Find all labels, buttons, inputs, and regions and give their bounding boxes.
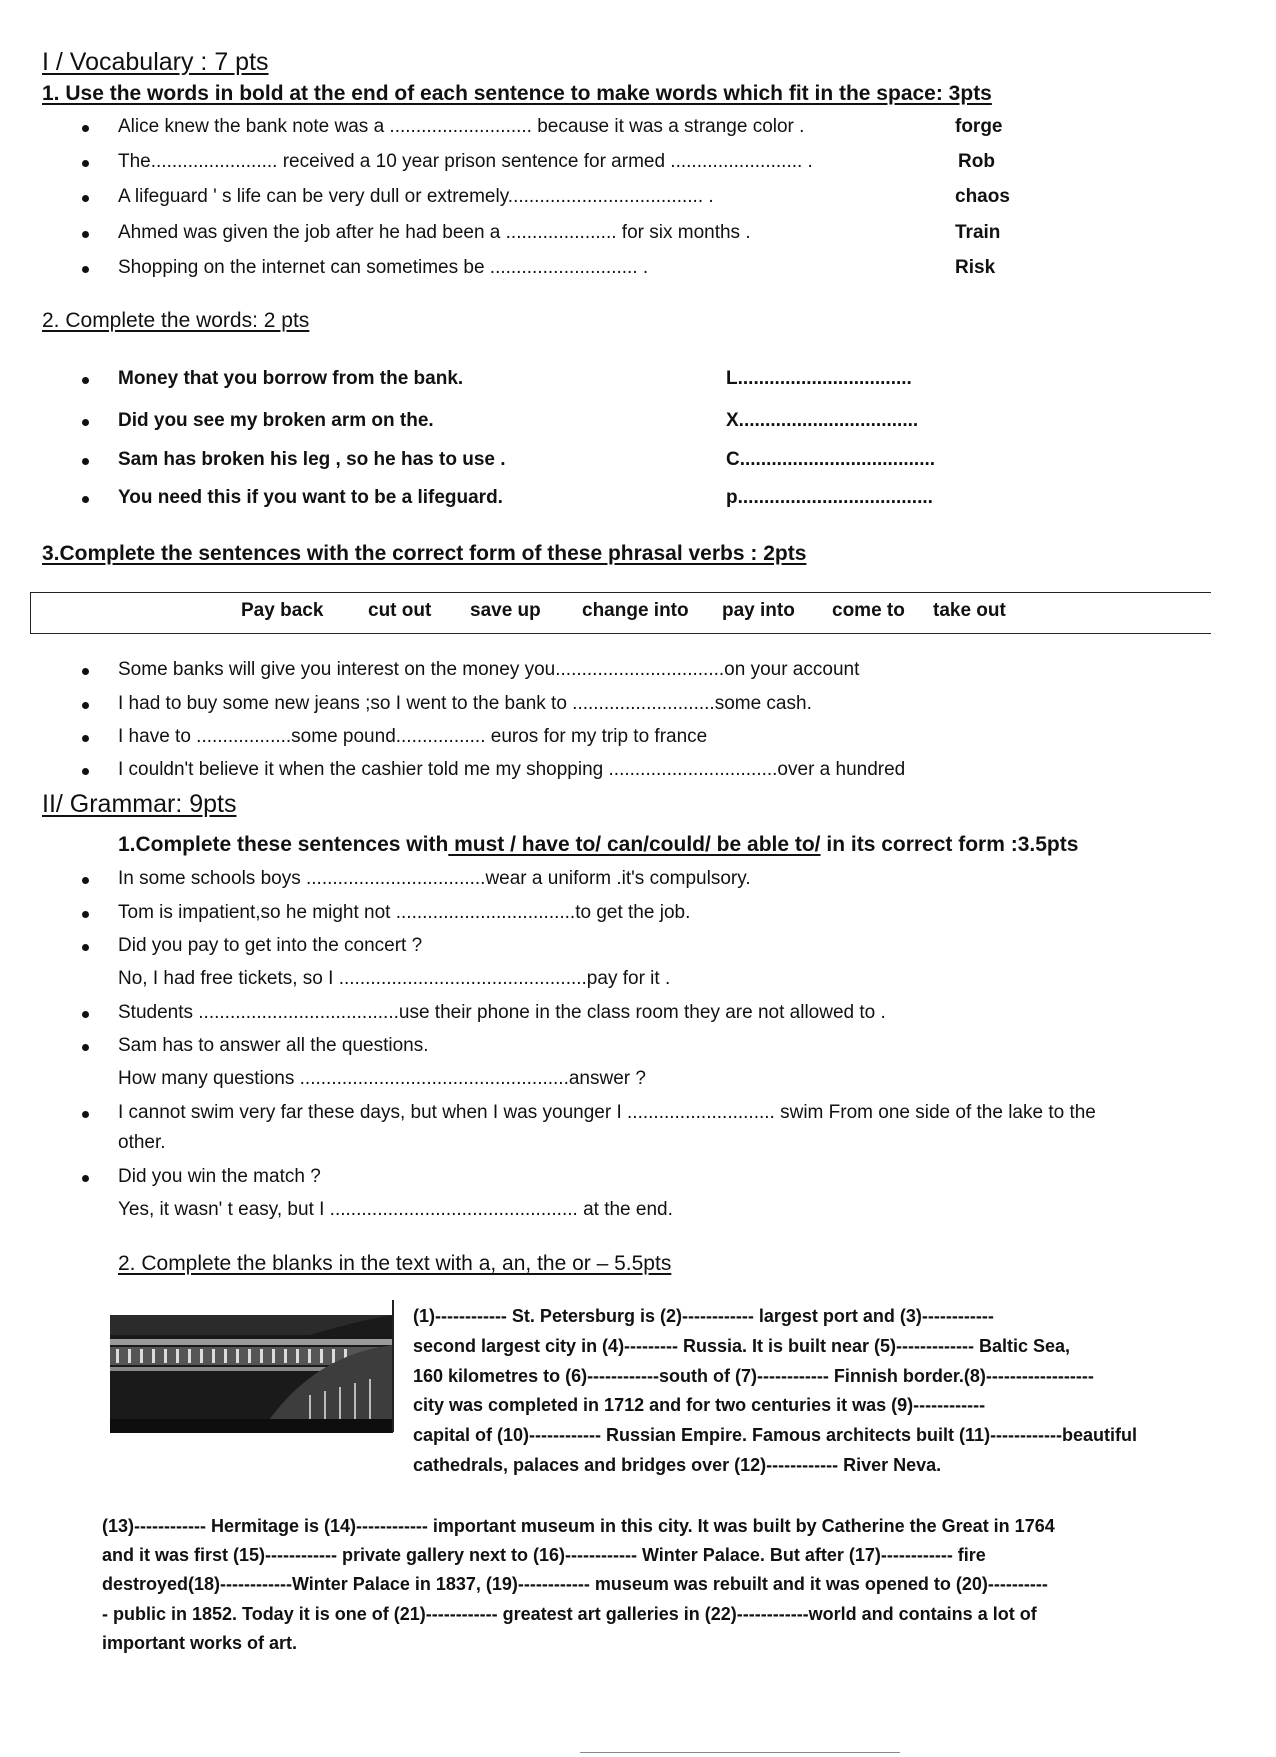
grammar-ex1-title-start: 1.Complete these sentences with (118, 833, 449, 856)
vocab-ex1-word-5: Risk (955, 257, 996, 278)
vocab-ex1-item-3: A lifeguard ' s life can be very dull or extremely..................................... . (118, 186, 714, 207)
grammar-ex1-item-5-a: How many questions ...................................................answer ? (118, 1068, 646, 1089)
vocab-ex2-answer-4: p..................................... (726, 487, 933, 508)
vocab-ex1-word-1: forge (955, 116, 1003, 137)
grammar-ex1-item-6: I cannot swim very far these days, but when I was younger I ............................ swim From one side of the lake to the (118, 1102, 1096, 1123)
vocab-ex1-word-4: Train (955, 222, 1001, 243)
grammar-ex1-item-4: Students ......................................use their phone in the class room they are not allowed to . (118, 1002, 886, 1023)
grammar-ex1-item-1: In some schools boys ..................................wear a uniform .it's compulsory. (118, 868, 751, 889)
phrasal-verb-4: change into (582, 600, 689, 621)
grammar-ex1-title-end: in its correct form :3.5pts (820, 833, 1079, 856)
phrasal-verb-5: pay into (722, 600, 795, 621)
vocab-ex3-item-4: I couldn't believe it when the cashier told me my shopping ................................over a hundred (118, 759, 906, 780)
building-photo (110, 1315, 393, 1433)
vocab-ex2-answer-1: L................................. (726, 368, 912, 389)
vocab-ex3-item-2: I had to buy some new jeans ;so I went to the bank to ...........................some cash. (118, 693, 812, 714)
building-illustration (110, 1315, 393, 1433)
text-para1-line-2: second largest city in (4)--------- Russia. It is built near (5)------------- Baltic Sea, (413, 1336, 1071, 1356)
vocab-ex2-title: 2. Complete the words: 2 pts (42, 309, 310, 332)
grammar-ex2-title: 2. Complete the blanks in the text with a, an, the or – 5.5pts (118, 1252, 672, 1275)
text-para1-line-5: capital of (10)------------ Russian Empire. Famous architects built (11)------------beautiful (413, 1425, 1137, 1445)
text-para1-line-1: (1)------------ St. Petersburg is (2)------------ largest port and (3)------------ (413, 1306, 994, 1326)
photo-divider (392, 1300, 394, 1432)
vocabulary-section-title: I / Vocabulary : 7 pts (42, 48, 269, 76)
grammar-ex1-title (118, 833, 1078, 857)
vocab-ex2-item-1: Money that you borrow from the bank. (118, 368, 464, 389)
vocab-ex2-item-3: Sam has broken his leg , so he has to use . (118, 449, 506, 470)
grammar-ex1-item-7-q: Did you win the match ? (118, 1166, 321, 1187)
vocab-ex1-item-5: Shopping on the internet can sometimes be ............................ . (118, 257, 649, 278)
phrasal-verb-2: cut out (368, 600, 432, 621)
text-para2-line-4: - public in 1852. Today it is one of (21)------------ greatest art galleries in (22)------------world and contains a lot of (102, 1604, 1037, 1624)
vocab-ex1-item-1: Alice knew the bank note was a ........................... because it was a strange color . (118, 116, 805, 137)
grammar-ex1-title-modals: must / have to/ can/could/ be able to/ (448, 833, 821, 856)
text-para2-line-5: important works of art. (102, 1633, 298, 1653)
grammar-ex1-item-7-a: Yes, it wasn' t easy, but I ............................................... at the end. (118, 1199, 673, 1220)
vocab-ex1-word-2: Rob (958, 151, 995, 172)
phrasal-verb-1: Pay back (241, 600, 324, 621)
text-para1-line-4: city was completed in 1712 and for two centuries it was (9)------------ (413, 1395, 986, 1415)
grammar-ex1-item-6-cont: other. (118, 1132, 166, 1153)
grammar-ex1-item-5-q: Sam has to answer all the questions. (118, 1035, 429, 1056)
text-para2-line-3: destroyed(18)------------Winter Palace in 1837, (19)------------ museum was rebuilt and it was opened to (20)---------- (102, 1574, 1048, 1594)
vocab-ex1-title: 1. Use the words in bold at the end of each sentence to make words which fit in the space: 3pts (42, 82, 992, 105)
phrasal-verb-3: save up (470, 600, 541, 621)
grammar-ex1-item-2: Tom is impatient,so he might not ..................................to get the job. (118, 902, 691, 923)
vocab-ex2-item-2: Did you see my broken arm on the. (118, 410, 434, 431)
vocab-ex1-item-4: Ahmed was given the job after he had been a ..................... for six months . (118, 222, 751, 243)
grammar-section-title: II/ Grammar: 9pts (42, 790, 237, 818)
text-para2-line-1: (13)------------ Hermitage is (14)------------ important museum in this city. It was built by Catherine the Great in 1764 (102, 1516, 1055, 1536)
vocab-ex2-answer-3: C..................................... (726, 449, 936, 470)
vocab-ex1-word-3: chaos (955, 186, 1010, 207)
vocab-ex3-title: 3.Complete the sentences with the correct form of these phrasal verbs : 2pts (42, 542, 807, 565)
phrasal-verb-7: take out (933, 600, 1006, 621)
text-para1-line-3: 160 kilometres to (6)------------south of (7)------------ Finnish border.(8)------------------ (413, 1366, 1094, 1386)
vocab-ex2-item-4: You need this if you want to be a lifeguard. (118, 487, 503, 508)
text-para2-line-2: and it was first (15)------------ private gallery next to (16)------------ Winter Palace. But after (17)------------ fire (102, 1545, 986, 1565)
grammar-ex1-item-3-q: Did you pay to get into the concert ? (118, 935, 423, 956)
grammar-ex1-item-3-a: No, I had free tickets, so I ...............................................pay for it . (118, 968, 671, 989)
text-para1-line-6: cathedrals, palaces and bridges over (12)------------ River Neva. (413, 1455, 942, 1475)
vocab-ex2-answer-2: X.................................. (726, 410, 919, 431)
vocab-ex1-item-2: The........................ received a 10 year prison sentence for armed ......................... . (118, 151, 813, 172)
vocab-ex3-item-1: Some banks will give you interest on the money you................................on your account (118, 659, 860, 680)
footer-line (580, 1752, 900, 1753)
vocab-ex3-item-3: I have to ..................some pound................. euros for my trip to france (118, 726, 708, 747)
phrasal-verb-6: come to (832, 600, 905, 621)
